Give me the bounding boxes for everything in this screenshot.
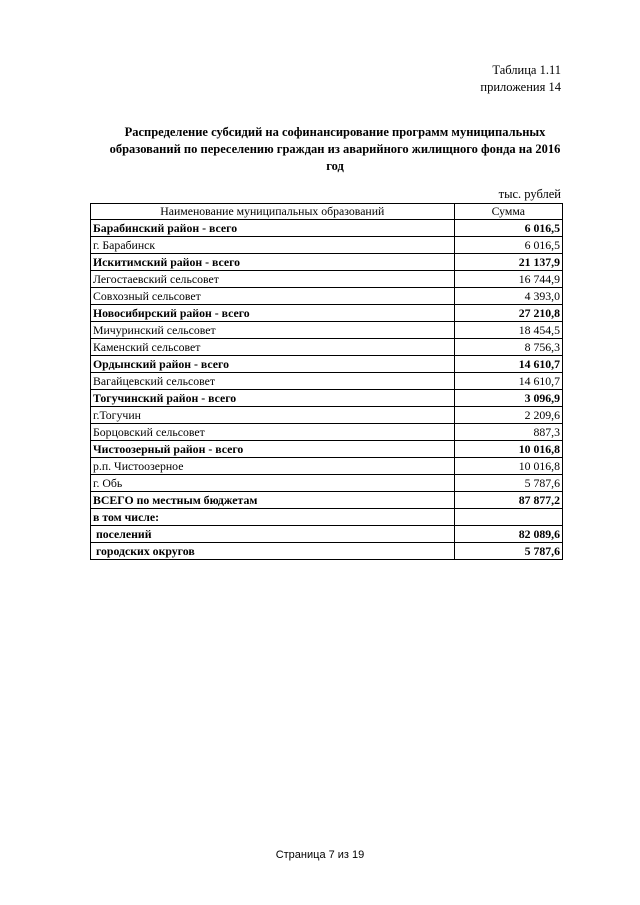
row-sum-cell: 27 210,8 xyxy=(454,305,562,322)
row-sum-cell: 4 393,0 xyxy=(454,288,562,305)
row-sum-cell: 5 787,6 xyxy=(454,475,562,492)
row-name-cell: Барабинский район - всего xyxy=(91,220,455,237)
table-row xyxy=(91,271,563,288)
table-row xyxy=(91,509,563,526)
row-name-cell: Мичуринский сельсовет xyxy=(91,322,455,339)
row-sum-cell: 87 877,2 xyxy=(454,492,562,509)
row-name-cell: р.п. Чистоозерное xyxy=(91,458,455,475)
row-name-cell: Легостаевский сельсовет xyxy=(91,271,455,288)
row-name-cell: Совхозный сельсовет xyxy=(91,288,455,305)
row-name-cell: г.Тогучин xyxy=(91,407,455,424)
row-sum-cell: 3 096,9 xyxy=(454,390,562,407)
row-name-cell: Чистоозерный район - всего xyxy=(91,441,455,458)
row-sum-cell: 14 610,7 xyxy=(454,356,562,373)
table-row xyxy=(91,237,563,254)
table-body xyxy=(91,220,563,560)
table-row xyxy=(91,390,563,407)
document-title: Распределение субсидий на софинансирование программ муниципальных образований по переселению граждан из аварийного жилищного фонда на 2016 год xyxy=(109,125,561,173)
row-name-cell: городских округов xyxy=(91,543,455,560)
table-row xyxy=(91,407,563,424)
row-name-cell: Тогучинский район - всего xyxy=(91,390,455,407)
row-sum-cell: 887,3 xyxy=(454,424,562,441)
row-sum-cell: 10 016,8 xyxy=(454,458,562,475)
column-header-name: Наименование муниципальных образований xyxy=(91,204,455,220)
table-row xyxy=(91,373,563,390)
appendix-number: приложения 14 xyxy=(480,80,561,94)
row-name-cell: г. Обь xyxy=(91,475,455,492)
table-header-row xyxy=(91,204,563,220)
row-name-cell: Ордынский район - всего xyxy=(91,356,455,373)
row-name-cell: ВСЕГО по местным бюджетам xyxy=(91,492,455,509)
row-sum-cell: 18 454,5 xyxy=(454,322,562,339)
row-sum-cell: 6 016,5 xyxy=(454,220,562,237)
row-sum-cell: 6 016,5 xyxy=(454,237,562,254)
row-name-cell: Вагайцевский сельсовет xyxy=(91,373,455,390)
row-sum-cell: 5 787,6 xyxy=(454,543,562,560)
row-name-cell: Новосибирский район - всего xyxy=(91,305,455,322)
column-header-sum: Сумма xyxy=(454,204,562,220)
table-row xyxy=(91,441,563,458)
row-sum-cell: 82 089,6 xyxy=(454,526,562,543)
row-sum-cell: 2 209,6 xyxy=(454,407,562,424)
row-sum-cell: 21 137,9 xyxy=(454,254,562,271)
table-row xyxy=(91,288,563,305)
table-row xyxy=(91,305,563,322)
table-row xyxy=(91,339,563,356)
row-sum-cell: 14 610,7 xyxy=(454,373,562,390)
row-sum-cell: 8 756,3 xyxy=(454,339,562,356)
table-row xyxy=(91,475,563,492)
table-row xyxy=(91,254,563,271)
row-sum-cell xyxy=(454,509,562,526)
unit-label: тыс. рублей xyxy=(498,187,561,201)
subsidy-table xyxy=(90,203,563,560)
table-row xyxy=(91,356,563,373)
row-name-cell: г. Барабинск xyxy=(91,237,455,254)
row-name-cell: поселений xyxy=(91,526,455,543)
table-row xyxy=(91,322,563,339)
page-number: Страница 7 из 19 xyxy=(275,849,365,861)
table-row xyxy=(91,526,563,543)
table-row xyxy=(91,458,563,475)
row-name-cell: в том числе: xyxy=(91,509,455,526)
table-row xyxy=(91,424,563,441)
row-name-cell: Каменский сельсовет xyxy=(91,339,455,356)
row-sum-cell: 16 744,9 xyxy=(454,271,562,288)
table-row xyxy=(91,492,563,509)
table-row xyxy=(91,220,563,237)
table-row xyxy=(91,543,563,560)
row-sum-cell: 10 016,8 xyxy=(454,441,562,458)
row-name-cell: Борцовский сельсовет xyxy=(91,424,455,441)
table-number: Таблица 1.11 xyxy=(492,63,561,77)
row-name-cell: Искитимский район - всего xyxy=(91,254,455,271)
